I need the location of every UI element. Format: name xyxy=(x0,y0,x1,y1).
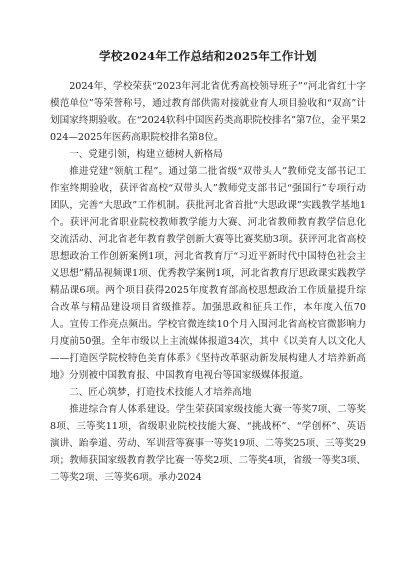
section-heading-party-building: 一、党建引领，构建立德树人新格局 xyxy=(69,149,223,160)
intro-paragraph: 2024年，学校荣获“2023年河北省优秀高校领导班子”“河北省红十字模范单位”等荣誉称号，通过教育部供需对接就业育人项目验收和“双高”计划国家终期验收。在“2024软科中国医药类高职院校排名”第7位，金平果2024—2025年医药高职院校排名第8位。 xyxy=(50,81,366,143)
document-title: 学校2024年工作总结和2025年工作计划 xyxy=(99,49,317,63)
party-building-paragraph: 推进党建“领航工程”。通过第二批省级“双带头人”教师党支部书记工作室终期验收，获评省高校“双带头人”教师党支部书记“强国行”专项行动团队，完善“大思政”工作机制。获批河北省首批“大思政课”实践教学基地1个。获评河北省职业院校教师教学能力大赛、河北省教师教育教学信息化交流活动、河北省老年教育教学创新大赛等比赛奖励3项。获评河北省高校思想政治工作创新案例1项，河北省教育厅“习近平新时代中国特色社会主义思想”精品视频课1项、优秀教学案例1项，河北省教育厅思政课实践教学精品课6项。两个项目获得2025年度教育部高校思想政治工作质量提升综合改革与精品建设项目省级推荐。加强思政和征兵工作，本年度入伍70人。宣传工作亮点频出。学校官微连续10个月入围河北省高校官微影响力月度前50强。全年市级以上主流媒体报道34次，其中《以美育人以文化人——打造医学院校特色美育体系》《坚持改革驱动新发展构建人才培养新高地》分别被中国教育报、中国教育电视台等国家级媒体报道。 xyxy=(50,166,366,381)
section-heading-talent-training: 二、匠心筑梦，打造技术技能人才培养高地 xyxy=(69,387,252,398)
talent-training-paragraph: 推进综合育人体系建设。学生荣获国家级技能大赛一等奖7项、二等奖8项、三等奖11项，省级职业院校技能大赛、“挑战杯”、“学创杯”、英语演讲、跆拳道、劳动、军训营等赛事一等奖19项、二等奖25项、三等奖29项；教师获国家级教育教学比赛一等奖2项、二等奖4项，省级一等奖3项、二等奖2项、三等奖6项。承办2024 xyxy=(50,404,366,483)
